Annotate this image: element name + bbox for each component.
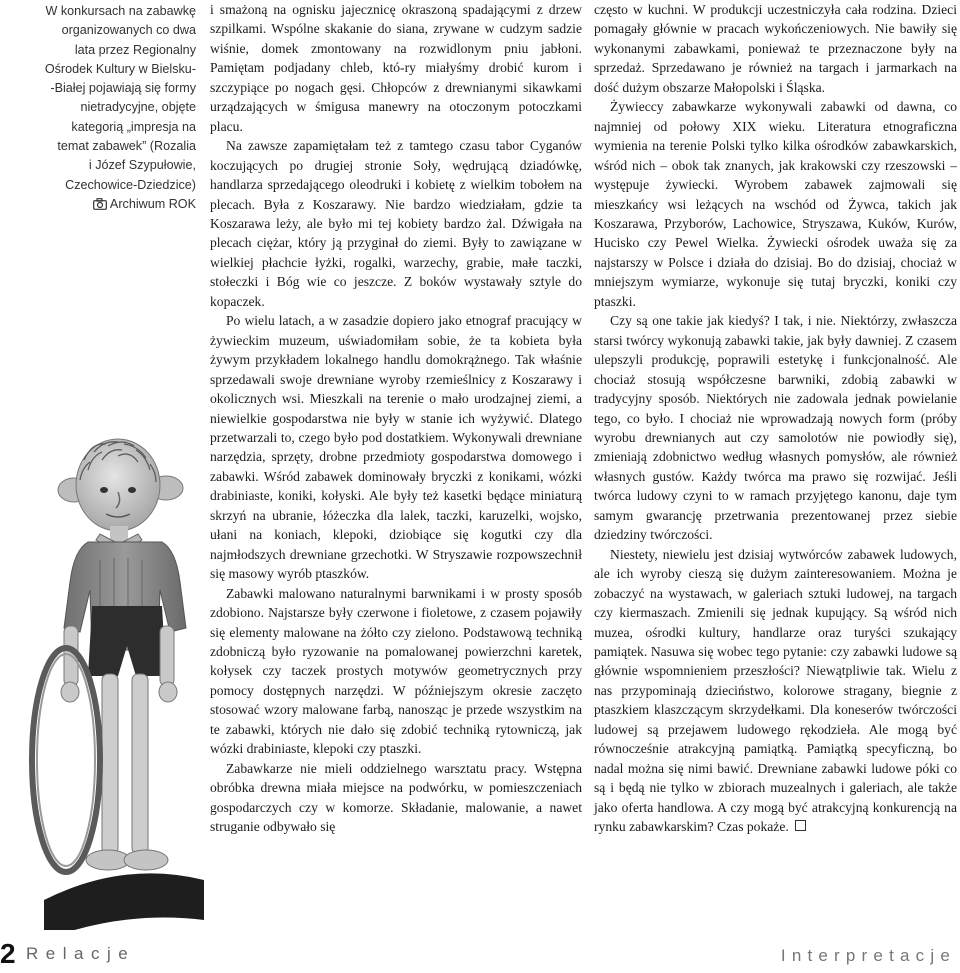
paragraph: Na zawsze zapamiętałam też z tamtego czasu tabor Cyganów koczujących po drugiej stronie Soły, wędrującą dziadówkę, handlarza sprzedającego oleodruki i kobietę z wielkim tobołem na plecach. Była z Koszarawy. Nie bardzo wiedziałam, gdzie ta Koszarawa leży, ale było mi tej kobiety bardzo żal. Dźwigała na plecach ciężar, który ją przyginał do ziemi. Były to zawiązane w wielkiej płachcie łyżki, rogalki, warzechy, grabie, małe taczki, stołeczki i Bóg wie co jeszcze. Z boków wystawały sztyle do kopaczek. xyxy=(210,138,582,309)
paragraph: Zabawki malowano naturalnymi barwnikami i w prosty sposób zdobiono. Najstarsze były czerwone i fioletowe, z czasem pojawiły się elementy malowane na żółto czy zielono. Podstawową techniką zdobniczą było ryzowanie na pomalowanej powierzchni karetek, kołysek czy taczek prostych motywów geometrycznych przy pomocy dostępnych narzędzi. W późniejszym okresie zaczęto stosować wzory malowane farbą, nanosząc je przede wszystkim na te zabawki, których nie dało się zdobić techniką rytowniczą, jak wózki drabiniaste, klepoki czy ptaszki. xyxy=(210,585,582,757)
caption-line: Czechowice-Dziedzice) xyxy=(65,177,196,192)
paragraph: i smażoną na ognisku jajecznicę okraszoną spadającymi z drzew szpilkami. Wspólne skakanie do siana, zrywane w cudzym sadzie wiśnie, domek zmontowany na rozwidlonym pniu jabłoni. Pamiętam podjadany chleb, któ-ry miałyśmy drobić kurom i szczypiące po nogach gęsi. Chłopców z drewnianymi sikawkami urządzających w śmigusa manewry na otoczonym potoczkami placu. xyxy=(210,2,582,134)
caption-line: nietradycyjne, objęte xyxy=(80,100,196,115)
paragraph-final xyxy=(594,545,957,837)
caption-line: temat zabawek” (Rozalia xyxy=(57,139,196,154)
camera-icon xyxy=(93,197,107,216)
paragraph: Zabawkarze nie mieli oddzielnego warsztatu pracy. Wstępna obróbka drewna miała miejsce na podwórku, w pomieszczeniach gospodarczych czy w komorze. Składanie, malowanie, a nawet struganie odbywało się xyxy=(210,760,582,835)
caption-line: W konkursach na zabawkę xyxy=(45,4,196,18)
article-column-left xyxy=(210,0,582,836)
caption-line: Ośrodek Kultury w Bielsku- xyxy=(44,61,196,76)
caption-line: i Józef Szypułowie, xyxy=(88,158,196,173)
photo-caption xyxy=(22,2,196,216)
paragraph: Po wielu latach, a w zasadzie dopiero jako etnograf pracujący w żywieckim muzeum, uświadomiłam sobie, że ta kobieta była żywym przykładem lokalnego handlu domokrążnego. Tak właśnie sprzedawali swoje drewniane wyroby rzemieślnicy z Koszarawy i okolicznych wsi. Mieszkali na terenie o mało urodzajnej ziemi, a niewielkie gospodarstwa nie były w stanie ich wyżywić. Dlatego przetwarzali to, czego było pod dostatkiem. Wykonywali drewniane narzędzia, sprzęty, drobne przedmioty gospodarstwa domowego i zabawki. Wśród zabawek dominowały bryczki z konikami, wózki drabiniaste, koniki, kołyski. Ale były też kasetki będące miniaturą skrzyń na ubranie, łóżeczka dla lalek, taczki, karuzelki, wojsko, ułani na koniach, klepoki, dziobiące się kogutki czy dla najmłodszych drewniane grzechotki. W Stryszawie rozpowszechnił się masowy wyrób ptaszków. xyxy=(210,313,582,582)
section-name-right: Interpretacje xyxy=(780,946,956,965)
paragraph-text: Niestety, niewielu jest dzisiaj wytwórców zabawek ludowych, ale ich wyroby cieszą się dużym zainteresowaniem. Można je zobaczyć na wystawach, w galeriach sztuki ludowej, na targach czy kiermaszach. Zmienili się jednak kupujący. Są wśród nich muzea, ośrodki kultury, handlarze oraz turyści szukający pamiątek. Nasuwa się wobec tego pytanie: czy zabawki ludowe są głównie wspomnieniem przeszłości? Niewątpliwie tak. Wielu z nas przypominają dzieciństwo, kolorowe stragany, biegnie z ptaszkiem klaszczącym skrzydełkami. Dla koneserów twórczości ludowej są przejawem ludowego rękodzieła. Ale mogą być równocześnie atrakcyjną pamiątką. Pamiątką specyficzną, bo nadal można się nimi bawić. Drewniane zabawki ludowe póki co są i będą nie tylko w zbiorach muzealnych i galeriach, ale także jako oferta handlowa. A czy mogą być atrakcyjną konkurencją na rynku zabawkarskim? Czas pokaże. xyxy=(594,546,957,835)
paragraph: często w kuchni. W produkcji uczestniczyła cała rodzina. Dzieci pomagały głównie w pracach wykończeniowych. Nie bawiły się wykonanymi zabawkami, ponieważ te przeznaczone były na sprzedaż. Sprzedawano je również na targach i jarmarkach na dość dużym obszarze Małopolski i Śląska. xyxy=(594,2,957,95)
paragraph: Czy są one takie jak kiedyś? I tak, i nie. Niektórzy, zwłaszcza starsi twórcy wykonują zabawki takie, jak były dawniej. Z czasem ulepszyli produkcję, poprawili estetykę i funkcjonalność. Ale chociaż stosują współczesne barwniki, zdobią zabawki w tradycyjny sposób. Niektórych nie zadowala jednak powielanie tego, co było. I chociaż nie wprowadzają nowych form (próby wyrobu drewnianych aut czy samolotów nie powiodły się), zmieniają zdobnictwo według własnych pomysłów, ale również własnych gustów. Każdy twórca ma prawo się rozwijać. Jeśli twórca ludowy czyni to w ramach przyjętego kanonu, daje tym samym gwarancję przetrwania prezentowanej przez siebie dziedziny twórczości. xyxy=(594,313,957,543)
caption-line: lata przez Regionalny xyxy=(74,42,196,57)
end-of-article-square-icon xyxy=(795,820,806,831)
article-column-right xyxy=(594,0,957,836)
footer-left xyxy=(0,938,135,970)
photo-credit-text: Archiwum ROK xyxy=(109,196,196,211)
page-number: 2 xyxy=(0,938,16,969)
toy-figure-photo xyxy=(14,430,210,930)
photo-credit xyxy=(22,195,196,216)
paragraph: Żywieccy zabawkarze wykonywali zabawki od dawna, co najmniej od połowy XIX wieku. Literatura etnograficzna wymienia na terenie Polski tylko kilka ośrodków zabawkarskich, wśród nich – obok tak znanych, jak krakowski czy rzeszowski – występuje żywiecki. Wyrobem zabawek zajmowali się mieszkańcy wsi leżących na wschód od Żywca, takich jak Koszarawa, Przyborów, Lachowice, Stryszawa, Kuków, Kurów, Hucisko czy Pewel Wielka. Żywiecki ośrodek uważa się za najstarszy w Polsce i działa do dzisiaj. Bo do dzisiaj, chociaż w mniejszym wymiarze, wykonuje się tutaj bryczki, koniki czy ptaszki. xyxy=(594,99,957,309)
caption-line: -Białej pojawiają się formy xyxy=(50,81,196,96)
caption-line: organizowanych co dwa xyxy=(61,23,196,38)
section-name-left: Relacje xyxy=(26,944,136,963)
caption-line: kategorią „impresja na xyxy=(71,119,196,134)
